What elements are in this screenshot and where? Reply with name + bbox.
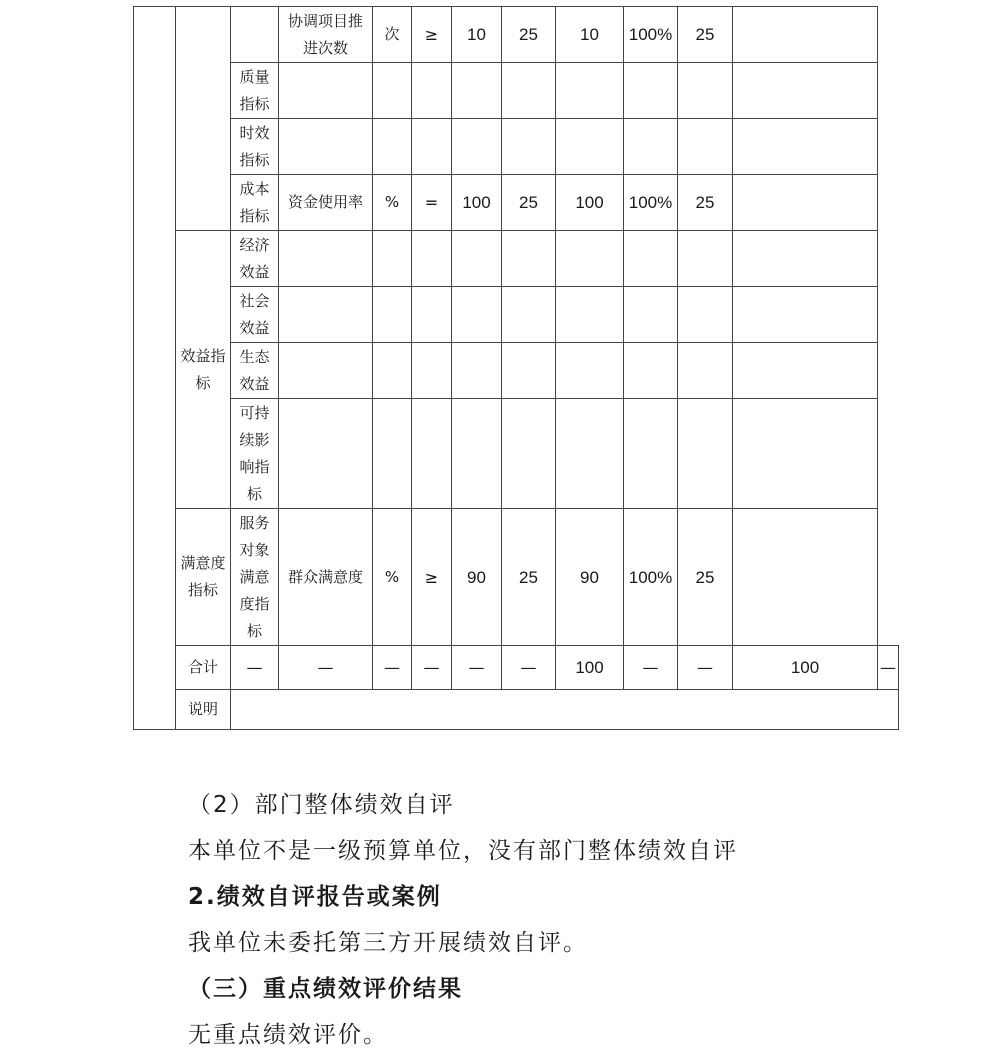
- rate-cell: [624, 231, 678, 287]
- tertiary-cell: 时效指标: [231, 119, 279, 175]
- satisfaction-group-cell: 满意度指标: [176, 509, 231, 646]
- table-row: [134, 399, 899, 509]
- indicator-cell: [279, 231, 373, 287]
- table-row: [134, 63, 899, 119]
- unit-cell: [373, 287, 412, 343]
- actual-cell: [556, 231, 624, 287]
- indicator-cell: 协调项目推进次数: [279, 7, 373, 63]
- heading-self-eval-report: 2.绩效自评报告或案例: [188, 884, 442, 910]
- total-cell: —: [624, 646, 678, 690]
- total-cell: 100: [556, 646, 624, 690]
- weight-cell: [502, 287, 556, 343]
- total-cell: —: [502, 646, 556, 690]
- first-level-cell: [134, 7, 176, 730]
- operator-cell: =: [412, 175, 452, 231]
- weight-cell: 25: [502, 175, 556, 231]
- score-cell: [678, 231, 733, 287]
- indicator-cell: 群众满意度: [279, 509, 373, 646]
- operator-cell: [412, 399, 452, 509]
- unit-cell: [373, 119, 412, 175]
- score-cell: [678, 119, 733, 175]
- total-row: [134, 646, 899, 690]
- remark-cell: [733, 509, 878, 646]
- table-row: [134, 119, 899, 175]
- tertiary-cell: [231, 7, 279, 63]
- operator-cell: [412, 119, 452, 175]
- target-cell: 90: [452, 509, 502, 646]
- remark-cell: [733, 399, 878, 509]
- actual-cell: [556, 119, 624, 175]
- indicator-cell: [279, 399, 373, 509]
- remark-cell: [733, 7, 878, 63]
- unit-cell: %: [373, 509, 412, 646]
- score-cell: [678, 343, 733, 399]
- total-cell: —: [279, 646, 373, 690]
- remark-cell: [733, 287, 878, 343]
- operator-cell: ≥: [412, 7, 452, 63]
- total-cell: —: [412, 646, 452, 690]
- rate-cell: [624, 343, 678, 399]
- tertiary-cell: 可持续影响指标: [231, 399, 279, 509]
- weight-cell: 25: [502, 7, 556, 63]
- paragraph-key-eval-results: 无重点绩效评价。: [188, 1022, 388, 1048]
- remark-cell: [733, 119, 878, 175]
- table-row: [134, 231, 899, 287]
- score-cell: [678, 399, 733, 509]
- target-cell: [452, 119, 502, 175]
- weight-cell: [502, 119, 556, 175]
- tertiary-cell: 质量指标: [231, 63, 279, 119]
- rate-cell: 100%: [624, 509, 678, 646]
- score-cell: [678, 287, 733, 343]
- table-row: [134, 7, 899, 63]
- weight-cell: [502, 231, 556, 287]
- score-cell: 25: [678, 509, 733, 646]
- total-cell: —: [231, 646, 279, 690]
- actual-cell: 100: [556, 175, 624, 231]
- actual-cell: [556, 343, 624, 399]
- tertiary-cell: 成本指标: [231, 175, 279, 231]
- operator-cell: [412, 63, 452, 119]
- tertiary-cell: 生态效益: [231, 343, 279, 399]
- unit-cell: [373, 399, 412, 509]
- unit-cell: 次: [373, 7, 412, 63]
- unit-cell: [373, 231, 412, 287]
- indicator-cell: 资金使用率: [279, 175, 373, 231]
- operator-cell: [412, 343, 452, 399]
- indicator-cell: [279, 119, 373, 175]
- weight-cell: [502, 63, 556, 119]
- rate-cell: 100%: [624, 175, 678, 231]
- target-cell: [452, 343, 502, 399]
- tertiary-cell: 社会效益: [231, 287, 279, 343]
- body-text: [188, 782, 888, 1058]
- target-cell: 100: [452, 175, 502, 231]
- operator-cell: ≥: [412, 509, 452, 646]
- total-cell: —: [452, 646, 502, 690]
- actual-cell: [556, 63, 624, 119]
- score-cell: [678, 63, 733, 119]
- tertiary-cell: 经济效益: [231, 231, 279, 287]
- target-cell: [452, 287, 502, 343]
- table-row: [134, 175, 899, 231]
- unit-cell: %: [373, 175, 412, 231]
- unit-cell: [373, 343, 412, 399]
- tertiary-cell: 服务对象满意度指标: [231, 509, 279, 646]
- score-cell: 25: [678, 7, 733, 63]
- table-row: [134, 287, 899, 343]
- remark-cell: [733, 175, 878, 231]
- target-cell: 10: [452, 7, 502, 63]
- total-cell: —: [878, 646, 899, 690]
- score-cell: 25: [678, 175, 733, 231]
- actual-cell: 90: [556, 509, 624, 646]
- indicator-cell: [279, 343, 373, 399]
- remark-cell: [733, 343, 878, 399]
- second-level-cell: [176, 7, 231, 231]
- unit-cell: [373, 63, 412, 119]
- rate-cell: [624, 287, 678, 343]
- performance-table: [133, 6, 899, 730]
- paragraph-self-eval-report: 我单位未委托第三方开展绩效自评。: [188, 930, 588, 956]
- note-label: 说明: [176, 690, 231, 730]
- target-cell: [452, 63, 502, 119]
- rate-cell: [624, 63, 678, 119]
- indicator-cell: [279, 287, 373, 343]
- total-cell: 100: [733, 646, 878, 690]
- note-row: [134, 690, 899, 730]
- operator-cell: [412, 231, 452, 287]
- table-row: [134, 509, 899, 646]
- rate-cell: [624, 399, 678, 509]
- weight-cell: [502, 399, 556, 509]
- actual-cell: [556, 287, 624, 343]
- actual-cell: 10: [556, 7, 624, 63]
- paragraph-dept-self-eval: 本单位不是一级预算单位，没有部门整体绩效自评: [188, 838, 738, 864]
- heading-key-eval-results: （三）重点绩效评价结果: [188, 976, 463, 1002]
- weight-cell: 25: [502, 509, 556, 646]
- subheading-dept-self-eval: （2）部门整体绩效自评: [188, 792, 455, 818]
- operator-cell: [412, 287, 452, 343]
- note-value: [231, 690, 899, 730]
- target-cell: [452, 231, 502, 287]
- remark-cell: [733, 231, 878, 287]
- rate-cell: 100%: [624, 7, 678, 63]
- rate-cell: [624, 119, 678, 175]
- total-label: 合计: [176, 646, 231, 690]
- weight-cell: [502, 343, 556, 399]
- benefit-group-cell: 效益指标: [176, 231, 231, 509]
- total-cell: —: [678, 646, 733, 690]
- total-cell: —: [373, 646, 412, 690]
- actual-cell: [556, 399, 624, 509]
- remark-cell: [733, 63, 878, 119]
- target-cell: [452, 399, 502, 509]
- table-row: [134, 343, 899, 399]
- indicator-cell: [279, 63, 373, 119]
